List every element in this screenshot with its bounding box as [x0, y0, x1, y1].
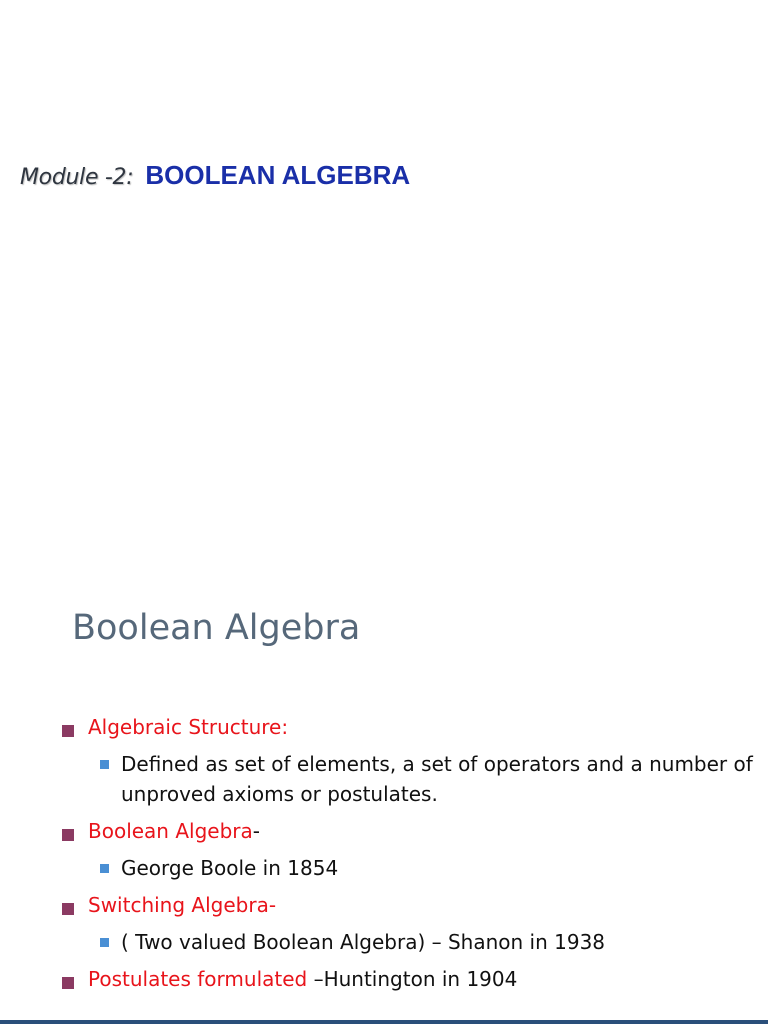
module-label: Module -2: [20, 165, 134, 190]
bullet-item [0, 964, 768, 1001]
slide-2 [0, 580, 768, 1024]
bullet-item [0, 890, 768, 927]
slide-title: Boolean Algebra [72, 608, 361, 648]
sub-bullet-item [0, 927, 768, 964]
bullet-highlight: Algebraic Structure: [88, 715, 289, 739]
bullet-list [0, 712, 768, 1001]
bullet-highlight: Boolean Algebra [88, 819, 253, 843]
bottom-divider [0, 1020, 768, 1024]
bullet-highlight: Switching Algebra- [88, 893, 277, 917]
sub-bullet-text: George Boole in 1854 [121, 856, 339, 880]
bullet-item [0, 712, 768, 749]
square-sub-bullet-icon [100, 864, 109, 873]
square-bullet-icon [62, 725, 74, 737]
square-sub-bullet-icon [100, 938, 109, 947]
bullet-item [0, 816, 768, 853]
bullet-text: - [252, 819, 260, 843]
square-bullet-icon [62, 977, 74, 989]
module-heading [20, 160, 410, 200]
sub-bullet-text: ( Two valued Boolean Algebra) – Shanon in 1938 [121, 930, 606, 954]
module-title: BOOLEAN ALGEBRA [145, 160, 411, 190]
bullet-text: –Huntington in 1904 [313, 967, 518, 991]
sub-bullet-text: Defined as set of elements, a set of operators and a number of unproved axioms or postulates. [121, 752, 753, 806]
bullet-highlight: Postulates formulated [88, 967, 314, 991]
square-bullet-icon [62, 829, 74, 841]
sub-bullet-item [0, 749, 768, 809]
sub-bullet-item [0, 853, 768, 890]
square-sub-bullet-icon [100, 760, 109, 769]
square-bullet-icon [62, 903, 74, 915]
